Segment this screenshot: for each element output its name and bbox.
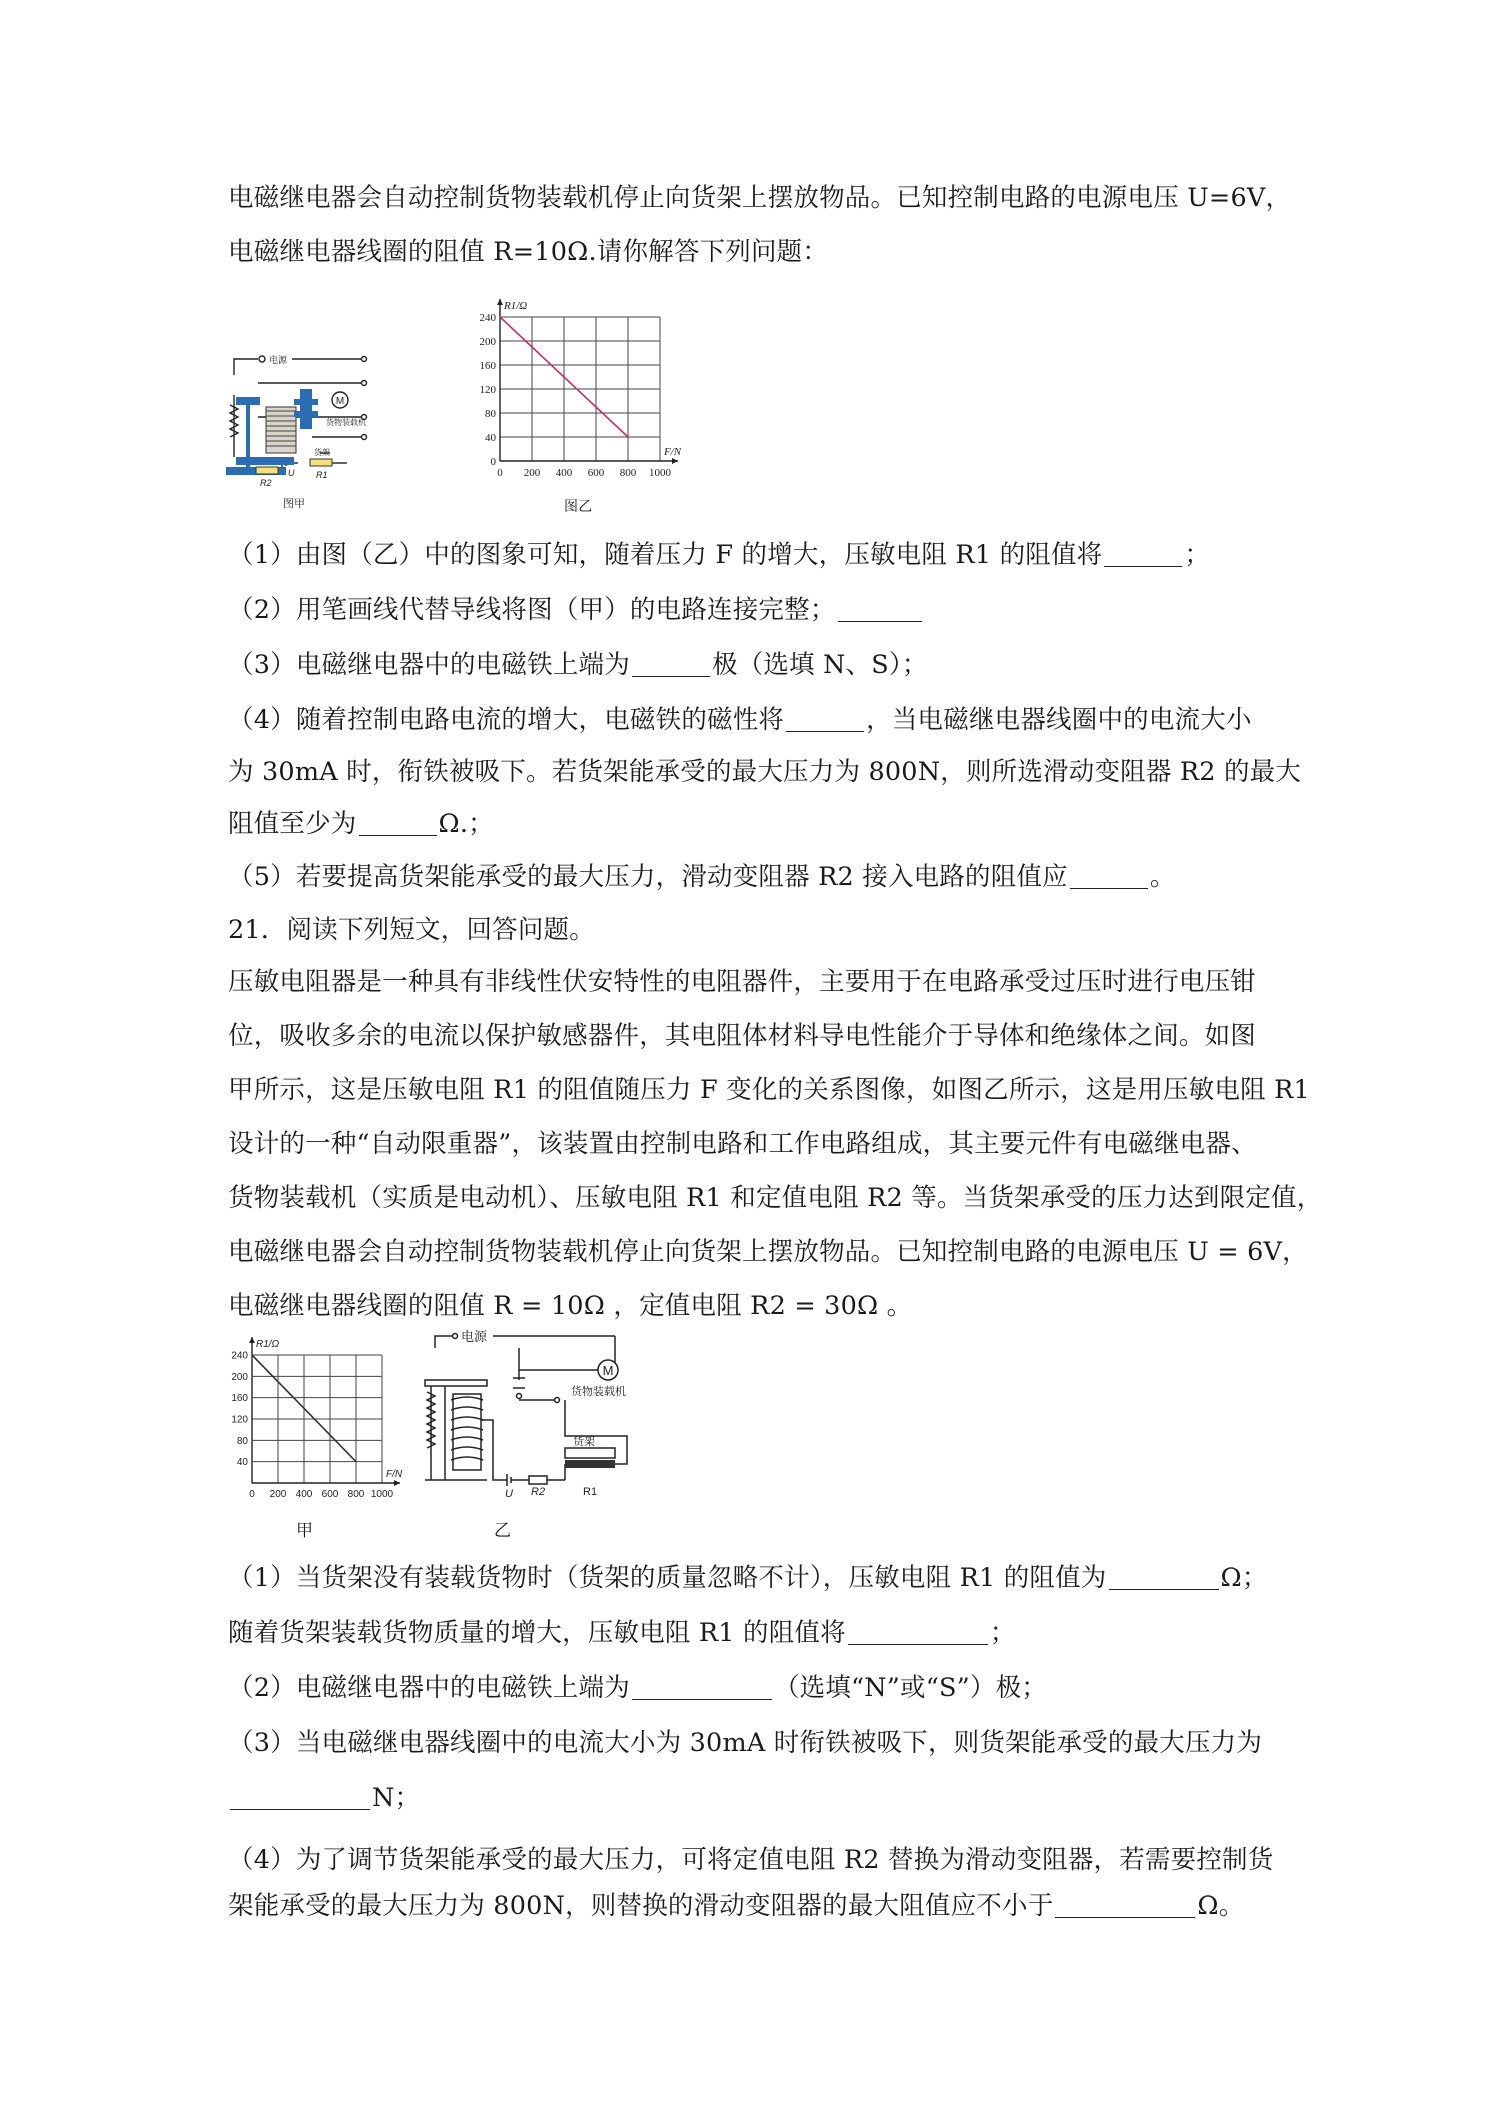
x-tick-label: 1000	[649, 467, 671, 479]
y-axis-arrow	[249, 1337, 255, 1343]
q20-power-label: 电源	[269, 355, 288, 365]
y-tick-label: 80	[236, 1435, 248, 1447]
y-tick-label: 240	[231, 1350, 248, 1362]
q21-power-label: 电源	[461, 1330, 488, 1344]
q21-part3-line2: N；	[228, 1778, 420, 1814]
answer-blank[interactable]	[838, 596, 922, 623]
x-tick-label: 400	[555, 467, 573, 479]
q21-part1-line2: 随着货架装载货物质量的增大，压敏电阻 R1 的阻值将 ；	[228, 1618, 1016, 1648]
y-tick-label: 0	[490, 455, 496, 468]
q20-shelf-label: 货架	[314, 448, 330, 457]
x-tick-label: 600	[321, 1489, 339, 1500]
answer-blank[interactable]	[230, 1784, 370, 1811]
y-tick-label: 40	[236, 1457, 248, 1469]
q21-part1-line1: （1）当货架没有装载货物时（货架的质量忽略不计），压敏电阻 R1 的阻值为 Ω；	[228, 1563, 1268, 1593]
q21-para-line7: 电磁继电器线圈的阻值 R = 10Ω ，定值电阻 R2 = 30Ω 。	[228, 1291, 913, 1321]
y-axis-title: R1/Ω	[256, 1339, 280, 1350]
y-tick-label: 240	[479, 311, 496, 324]
x-axis-title: F/N	[386, 1469, 403, 1480]
y-tick-label: 160	[231, 1393, 248, 1405]
q21-loader-label: 货物装载机	[571, 1386, 626, 1398]
answer-blank[interactable]	[1109, 1564, 1219, 1591]
y-tick-label: 40	[485, 431, 496, 444]
q20-u-label: U	[288, 468, 295, 478]
answer-blank[interactable]	[786, 706, 864, 733]
x-axis-arrow	[394, 1480, 400, 1486]
y-tick-label: 200	[231, 1371, 248, 1383]
q21-para-line4: 设计的一种“自动限重器”，该装置由控制电路和工作电路组成，其主要元件有电磁继电器、	[228, 1129, 1257, 1159]
q21-para-line5: 货物装载机（实质是电动机）、压敏电阻 R1 和定值电阻 R2 等。当货架承受的压力达到限定值，	[228, 1183, 1323, 1213]
q21-part3-line1: （3）当电磁继电器线圈中的电流大小为 30mA 时衔铁被吸下，则货架能承受的最大压力为	[228, 1728, 1263, 1758]
x-tick-label: 0	[497, 467, 503, 479]
q20-part2: （2）用笔画线代替导线将图（甲）的电路连接完整；	[228, 590, 924, 626]
q20-part4-line2: 为 30mA 时，衔铁被吸下。若货架能承受的最大压力为 800N，则所选滑动变阻器 R2 的最大	[228, 757, 1302, 787]
q20-r1-label: R1	[316, 470, 328, 480]
q21-shelf-label: 货架	[573, 1436, 595, 1448]
q20-loader-label: 货物装载机	[326, 418, 366, 427]
q20-fig-b-caption: 图乙	[564, 499, 593, 515]
q21-para-line2: 位，吸收多余的电流以保护敏感器件，其电阻体材料导电性能介于导体和绝缘体之间。如图	[228, 1021, 1257, 1051]
q21-u-label: U	[505, 1488, 513, 1500]
q20-part1: （1）由图（乙）中的图象可知，随着压力 F 的增大，压敏电阻 R1 的阻值将 ；	[228, 540, 1211, 570]
q21-para-line6: 电磁继电器会自动控制货物装载机停止向货架上摆放物品。已知控制电路的电源电压 U = 6V，	[228, 1237, 1308, 1267]
x-tick-label: 200	[269, 1489, 287, 1500]
q21-para-line1: 压敏电阻器是一种具有非线性伏安特性的电阻器件，主要用于在电路承受过压时进行电压钳	[228, 967, 1257, 997]
x-tick-label: 1000	[370, 1489, 394, 1500]
q21-part4-line1: （4）为了调节货架能承受的最大压力，可将定值电阻 R2 替换为滑动变阻器，若需要控制货	[228, 1845, 1274, 1875]
y-axis-arrow	[497, 299, 503, 305]
answer-blank[interactable]	[632, 1674, 772, 1701]
q21-resistance-chart	[222, 1325, 422, 1515]
y-tick-label: 160	[479, 359, 496, 372]
x-tick-label: 400	[295, 1489, 313, 1500]
answer-blank[interactable]	[848, 1619, 988, 1646]
y-tick-label: 120	[479, 383, 496, 396]
x-tick-label: 200	[523, 467, 541, 479]
q21-motor-symbol: M	[602, 1363, 614, 1378]
x-tick-label: 800	[619, 467, 637, 479]
x-axis-arrow	[672, 458, 678, 464]
answer-blank[interactable]	[1070, 863, 1148, 890]
q20-motor-symbol: M	[335, 396, 345, 407]
q21-fig-a-caption: 甲	[296, 1521, 314, 1541]
q21-part2: （2）电磁继电器中的电磁铁上端为 （选填“N”或“S”）极；	[228, 1673, 1047, 1703]
q20-part3: （3）电磁继电器中的电磁铁上端为 极（选填 N、S）；	[228, 650, 928, 680]
answer-blank[interactable]	[632, 651, 710, 678]
q21-r2-label: R2	[531, 1486, 546, 1498]
answer-blank[interactable]	[359, 810, 437, 837]
q21-r1-label: R1	[583, 1486, 598, 1498]
q20-fig-a-caption: 图甲	[283, 498, 305, 510]
q21-circuit-diagram	[415, 1330, 650, 1510]
x-tick-label: 0	[249, 1489, 255, 1500]
q20-part4-line3: 阻值至少为 Ω.；	[228, 809, 494, 839]
x-tick-label: 800	[347, 1489, 365, 1500]
q20-part5: （5）若要提高货架能承受的最大压力，滑动变阻器 R2 接入电路的阻值应 。	[228, 862, 1176, 892]
q21-para-line3: 甲所示，这是压敏电阻 R1 的阻值随压力 F 变化的关系图像，如图乙所示，这是用压敏电阻 R1	[228, 1075, 1310, 1105]
y-tick-label: 80	[485, 407, 496, 420]
q20-r2-label: R2	[260, 478, 272, 488]
answer-blank[interactable]	[1104, 541, 1182, 568]
q20-part4-line1: （4）随着控制电路电流的增大，电磁铁的磁性将 ，当电磁继电器线圈中的电流大小	[228, 705, 1252, 735]
q20-intro-line2: 电磁继电器线圈的阻值 R=10Ω.请你解答下列问题：	[228, 237, 829, 267]
q21-heading: 21．阅读下列短文，回答问题。	[228, 915, 595, 945]
q21-fig-b-caption: 乙	[494, 1521, 512, 1541]
x-axis-title: F/N	[664, 446, 682, 458]
y-tick-label: 200	[479, 335, 496, 348]
q20-circuit-diagram	[222, 345, 372, 515]
y-axis-title: R1/Ω	[504, 300, 528, 312]
q20-resistance-chart	[468, 285, 698, 515]
answer-blank[interactable]	[1055, 1892, 1195, 1919]
q20-intro-line1: 电磁继电器会自动控制货物装载机停止向货架上摆放物品。已知控制电路的电源电压 U=6V，	[228, 183, 1292, 213]
x-tick-label: 600	[587, 467, 605, 479]
q21-part4-line2: 架能承受的最大压力为 800N，则替换的滑动变阻器的最大阻值应不小于 Ω。	[228, 1891, 1245, 1921]
y-tick-label: 120	[231, 1414, 248, 1426]
